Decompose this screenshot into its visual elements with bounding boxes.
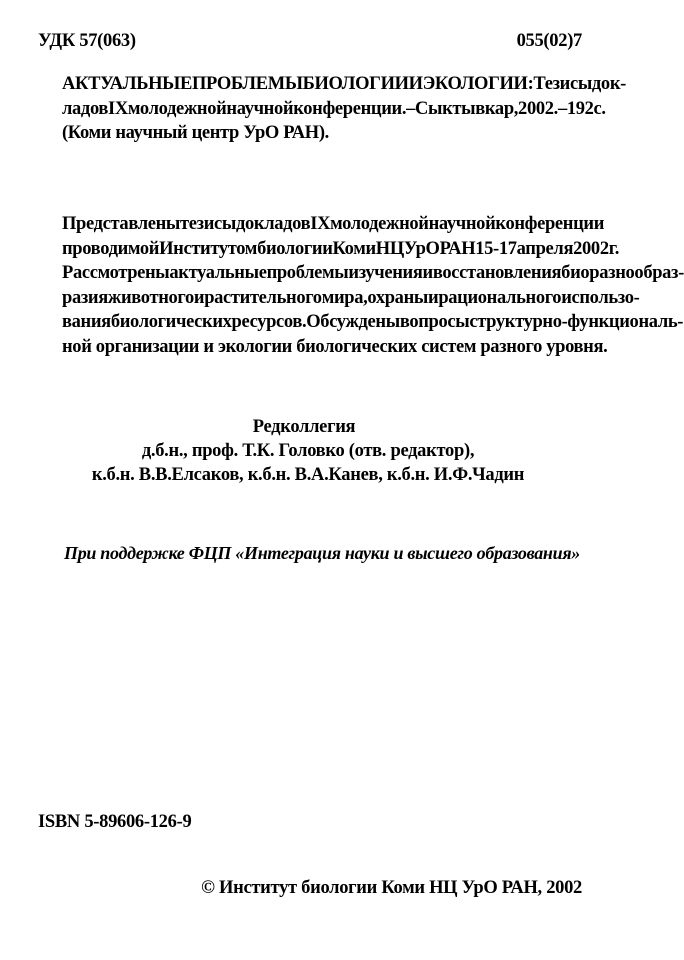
word: структурно-функциональ- xyxy=(469,312,684,332)
word: Сыктывкар, xyxy=(415,98,519,119)
word: и xyxy=(193,287,205,308)
word: актуальные xyxy=(169,263,267,283)
word: ЭКОЛОГИИ: xyxy=(422,74,534,94)
word: УрО xyxy=(403,238,440,259)
support-note: При поддержке ФЦП «Интеграция науки и высшего образования» xyxy=(64,543,580,563)
copyright-notice: © Институт биологии Коми НЦ УрО РАН, 2002 xyxy=(201,878,582,898)
word: IX xyxy=(310,214,331,234)
udk-code: УДК 57(063) xyxy=(38,31,136,51)
abstract-paragraph xyxy=(62,212,684,359)
word: биологических xyxy=(110,312,232,332)
classification-code: 055(02)7 xyxy=(516,31,582,51)
word: ПРОБЛЕМЫ xyxy=(191,74,303,94)
word: 2002. xyxy=(518,98,558,119)
word: с. xyxy=(593,98,606,119)
word: Представлены xyxy=(62,214,181,234)
word: 192 xyxy=(566,98,594,119)
word: Тезисы xyxy=(533,74,592,94)
word: АКТУАЛЬНЫЕ xyxy=(62,74,192,94)
word: охраны xyxy=(367,287,428,308)
biblio-line xyxy=(62,97,606,122)
word: растительного xyxy=(204,287,322,308)
word: и xyxy=(428,287,439,308)
word: 2002 xyxy=(573,238,609,259)
editorial-board-chief: д.б.н., проф. Т.К. Головко (отв. редактор), xyxy=(141,441,475,461)
word: конференции. xyxy=(293,98,407,119)
word: БИОЛОГИИ xyxy=(302,74,409,94)
abstract-line: ной организации и экологии биологических систем разного уровня. xyxy=(62,336,608,357)
word: Обсуждены xyxy=(306,312,400,332)
editorial-board-members: к.б.н. В.В.Елсаков, к.б.н. В.А.Канев, к.б.н. И.Ф.Чадин xyxy=(91,465,525,485)
bibliographic-description xyxy=(62,72,626,146)
word: изучения xyxy=(348,263,423,283)
word: апреля xyxy=(516,238,574,259)
word: 15-17 xyxy=(475,238,517,259)
word: IX xyxy=(108,98,128,119)
word: молодежной xyxy=(330,214,429,234)
word: восстановления xyxy=(432,263,562,283)
word: док- xyxy=(591,74,626,94)
word: проблемы xyxy=(266,263,349,283)
word: вания xyxy=(62,312,111,332)
abstract-line xyxy=(62,261,684,286)
editorial-board-title: Редколлегия xyxy=(252,417,356,437)
word: вопросы xyxy=(399,312,470,332)
word: мира, xyxy=(321,287,368,308)
word: докладов xyxy=(235,214,311,234)
word: рационального xyxy=(438,287,562,308)
word: ресурсов. xyxy=(231,312,307,332)
isbn: ISBN 5-89606-126-9 xyxy=(38,812,192,832)
word: разия xyxy=(62,287,108,308)
word: тезисы xyxy=(180,214,236,234)
word: научной xyxy=(428,214,496,234)
abstract-line xyxy=(62,237,619,262)
word: проводимой xyxy=(62,238,160,259)
abstract-line xyxy=(62,286,640,311)
word: животного xyxy=(107,287,194,308)
word: конференции xyxy=(495,214,605,234)
word: И xyxy=(408,74,423,94)
word: РАН xyxy=(439,238,476,259)
word: ладов xyxy=(62,98,109,119)
biblio-line xyxy=(62,72,626,97)
abstract-line xyxy=(62,212,605,237)
biblio-line: (Коми научный центр УрО РАН). xyxy=(62,123,329,143)
word: – xyxy=(557,98,567,119)
word: биоразнообраз- xyxy=(561,263,684,283)
word: биологии xyxy=(257,238,333,259)
word: научной xyxy=(226,98,294,119)
word: использо- xyxy=(561,287,640,308)
word: Рассмотрены xyxy=(62,263,170,283)
word: молодежной xyxy=(127,98,227,119)
abstract-line xyxy=(62,310,684,335)
word: Коми xyxy=(332,238,376,259)
word: г. xyxy=(608,238,619,259)
word: и xyxy=(422,263,433,283)
word: – xyxy=(406,98,416,119)
word: НЦ xyxy=(375,238,404,259)
word: Институтом xyxy=(159,238,258,259)
